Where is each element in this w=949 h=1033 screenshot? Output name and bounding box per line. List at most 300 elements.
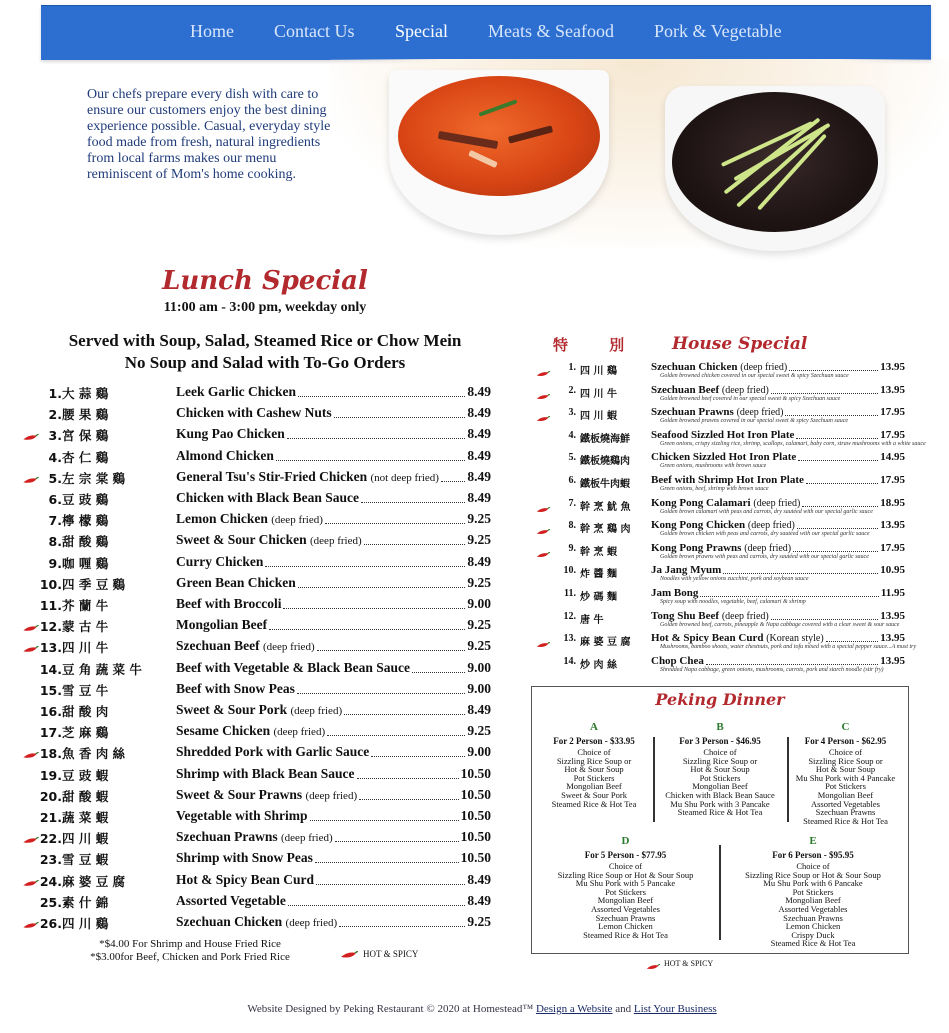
peking-dinner-title: Peking Dinner: [655, 690, 785, 709]
nav-home[interactable]: Home: [190, 21, 234, 41]
leader-dots: [789, 370, 878, 371]
lunch-item-name-text: Shredded Pork with Garlic Sauce: [176, 744, 370, 760]
lunch-item-price: 10.50: [460, 808, 491, 823]
leader-dots: [700, 596, 878, 597]
lunch-item-name-text: Szechuan Prawns: [176, 829, 278, 845]
lunch-item-chinese: [38, 617, 143, 635]
nav-contact-us[interactable]: Contact Us: [274, 21, 355, 41]
peking-set-line: Pot Stickers: [573, 772, 615, 783]
lunch-item-name: [176, 384, 296, 400]
lunch-item: [0, 532, 500, 550]
lunch-item-chinese-name: 宮 保 鷄: [62, 428, 109, 444]
leader-dots: [276, 460, 465, 461]
lunch-item-chinese-name: 雪 豆 蝦: [62, 852, 109, 868]
house-item-name: [651, 361, 787, 373]
nav-special[interactable]: Special: [395, 21, 448, 41]
lunch-item: [0, 638, 500, 656]
lunch-item-price: 9.25: [467, 617, 491, 633]
house-item-price: 17.95: [880, 428, 905, 441]
leader-dots: [288, 905, 466, 906]
peking-set-line: Sizzling Rice Soup or Hot & Sour Soup: [557, 869, 694, 880]
house-item-description: Green onions, crispy sizzling rice, shrimp, scallops, calamari, baby corn, straw mushrooms with a white sauce: [660, 440, 926, 447]
lunch-item-chinese: [38, 914, 143, 932]
peking-set-line: Sizzling Rice Soup or Hot & Sour Soup: [745, 869, 881, 880]
lunch-item-number: 10.: [39, 576, 62, 592]
lunch-item-note: (deep fried): [290, 705, 343, 717]
lunch-item-chinese-name: 甜 酸 鷄: [62, 534, 109, 550]
house-item-name: [651, 406, 783, 418]
peking-set-line: Steamed Rice & Hot Tea: [677, 807, 763, 818]
lunch-item-price: 8.49: [467, 447, 491, 463]
house-item-note: (deep fried): [747, 520, 795, 532]
lunch-item-price: 9.00: [467, 659, 491, 675]
leader-dots: [802, 506, 878, 507]
leader-dots: [771, 393, 878, 394]
lunch-special-title: Lunch Special: [162, 266, 368, 296]
lunch-item-chinese-name: 蒙 古 牛: [62, 619, 109, 635]
lunch-item-note: (deep fried): [273, 726, 326, 739]
lunch-item-name: [176, 596, 281, 612]
house-item-chinese-name: 四 川 蝦: [580, 411, 617, 423]
lunch-item: [0, 469, 500, 487]
peking-set-line: Choice of: [577, 747, 611, 757]
lunch-item-price: 8.49: [467, 405, 491, 421]
lunch-item-name-text: Mongolian Beef: [176, 617, 268, 633]
lunch-item: [0, 744, 500, 762]
lunch-item-chinese: [38, 511, 143, 529]
lunch-item-chinese: [38, 596, 143, 614]
nav-pork-vegetable[interactable]: Pork & Vegetable: [654, 21, 782, 41]
house-item-price: 13.95: [880, 519, 905, 532]
lunch-item-name: [176, 766, 355, 782]
lunch-item-chinese: [38, 893, 143, 911]
lunch-item-name-text: Szechuan Chicken: [176, 914, 283, 929]
house-item-price: 13.95: [880, 632, 905, 645]
lunch-item-name: [176, 405, 332, 421]
house-item-name-text: Szechuan Chicken: [651, 361, 738, 373]
spicy-soup-image: [398, 76, 600, 196]
lunch-item-price: 8.49: [467, 702, 491, 717]
lunch-item-note: (deep fried): [310, 535, 362, 548]
lunch-item-name: [176, 638, 315, 654]
fried-rice-note: [60, 938, 320, 964]
leader-dots: [785, 415, 878, 416]
lunch-item-name-text: Hot & Spicy Bean Curd: [176, 871, 315, 887]
lunch-item-number: 11.: [39, 598, 62, 613]
pepper-icon: [536, 523, 550, 541]
lunch-item-chinese: [38, 660, 143, 678]
peking-set-line: Szechuan Prawns: [783, 912, 843, 923]
pepper-icon: [536, 501, 550, 519]
lunch-item-chinese-name: 甜 酸 肉: [62, 704, 109, 719]
house-item-description: Green onions, beef, shrimp with brown sauce: [660, 486, 769, 492]
lunch-item-name: [176, 469, 439, 485]
peking-set-line: Choice of: [828, 747, 863, 757]
house-item-number: 1.: [568, 362, 576, 373]
lunch-item-name-text: Assorted Vegetable: [176, 892, 286, 908]
lunch-item-number: 26.: [39, 916, 62, 931]
house-item-number: 8.: [568, 520, 576, 532]
leader-dots: [826, 641, 879, 642]
lunch-item-name: [176, 511, 323, 527]
peking-set-line: Mongolian Beef: [817, 789, 874, 800]
peking-set-line: Mu Shu Pork with 5 Pancake: [575, 878, 676, 889]
lunch-item-name-text: Curry Chicken: [176, 553, 264, 569]
lunch-item-chinese: [38, 723, 143, 741]
house-special-item: [530, 565, 905, 587]
leader-dots: [335, 841, 459, 842]
house-item-name: [651, 587, 698, 599]
house-item-number: 10.: [563, 565, 576, 577]
house-item-name: [651, 429, 794, 441]
top-nav-bar: [41, 5, 931, 60]
house-item-chinese-name: 炒 肉 絲: [580, 659, 617, 671]
lunch-item-chinese: [38, 490, 143, 508]
lunch-item-name-text: Kung Pao Chicken: [176, 426, 285, 442]
peking-set-line: Szechuan Prawns: [815, 807, 876, 818]
peking-set-line: Choice of: [703, 747, 737, 757]
lunch-item-price: 8.49: [467, 426, 491, 442]
house-special-item: [530, 588, 905, 610]
house-item-description: Golden browned prawns covered in our special sweet & spicy Szechuan sauce: [660, 418, 849, 425]
peking-set-line: Steamed Rice & Hot Tea: [803, 815, 888, 826]
lunch-item-number: 14.: [39, 661, 62, 677]
lunch-item-note: (not deep fried): [370, 471, 439, 484]
lunch-item-number: 1.: [48, 386, 62, 401]
lunch-item-chinese-name: 大 蒜 鷄: [62, 386, 109, 401]
lunch-item-name: [176, 723, 325, 739]
lunch-served-with: Served with Soup, Salad, Steamed Rice or Chow Mein: [68, 331, 462, 350]
house-item-description: Golden browned chicken covered in our special sweet & spicy Szechuan sauce: [660, 373, 849, 379]
leader-dots: [334, 417, 466, 418]
lunch-item-name: [176, 914, 337, 930]
house-special-item: [530, 498, 905, 520]
house-item-number: 13.: [563, 633, 576, 645]
house-item-name: [651, 451, 796, 463]
pepper-icon: [340, 947, 358, 965]
lunch-item-chinese: [38, 808, 143, 826]
lunch-item-chinese-name: 麻 婆 豆 腐: [62, 873, 126, 889]
lunch-item: [0, 914, 500, 932]
house-item-chinese-name: 幹 烹 魷 魚: [580, 501, 631, 513]
lunch-item-chinese: [38, 702, 143, 720]
lunch-item-chinese: [38, 469, 143, 487]
house-item-description: Mushrooms, bamboo shoots, water chestnuts, pork and tofu mixed with a special pepper sauce...A must try: [660, 644, 917, 651]
intro-text: Our chefs prepare every dish with care to ensure our customers enjoy the best dining experience possible. Casual, everyday style food made from fresh, natural ingredients from local farms makes our menu reminiscent of Mom's home cooking.: [87, 87, 331, 182]
lunch-item: [0, 850, 500, 868]
house-item-name-text: Kong Pong Calamari: [651, 496, 751, 509]
house-special-item: [530, 656, 905, 678]
house-item-chinese-name: 鐵板燒鷄肉: [580, 456, 630, 468]
lunch-item-chinese-name: 甜 酸 蝦: [62, 788, 109, 804]
peking-set-line: Pot Stickers: [605, 886, 646, 897]
house-special-item: [530, 611, 905, 633]
lunch-item-chinese: [38, 384, 143, 402]
pepper-icon: [22, 473, 39, 489]
lunch-item-number: 15.: [39, 682, 62, 698]
house-item-name-text: Ja Jang Myum: [651, 564, 722, 577]
peking-set-line: Hot & Sour Soup: [690, 764, 750, 775]
lunch-item-name-text: Szechuan Beef: [176, 638, 260, 654]
peking-set-c: [788, 720, 903, 825]
leader-dots: [793, 551, 878, 552]
peking-set-line: Mongolian Beef: [785, 895, 841, 906]
house-item-chinese-name: 炸 醬 麵: [580, 569, 617, 581]
pepper-icon: [22, 621, 39, 637]
house-item-name: [651, 384, 769, 396]
peking-set-line: Hot & Sour Soup: [815, 764, 876, 775]
leader-dots: [310, 820, 459, 821]
lunch-item-name-text: Beef with Vegetable & Black Bean Sauce: [176, 659, 410, 675]
lunch-item-price: 10.50: [460, 786, 491, 802]
peking-set-line: Mongolian Beef: [597, 895, 654, 906]
peking-set-letter: D: [621, 835, 630, 847]
house-item-name-text: Tong Shu Beef: [651, 609, 720, 622]
house-item-name-text: Chop Chea: [651, 654, 704, 667]
house-item-price: 13.95: [880, 654, 905, 667]
house-item-description: Golden browned beef covered in our special sweet & spicy Szechuan sauce: [660, 395, 841, 402]
house-item-name-text: Kong Pong Prawns: [651, 541, 742, 554]
peking-set-letter: A: [590, 721, 598, 733]
lunch-item-price: 8.49: [467, 892, 491, 908]
peking-set-line: Crispy Duck: [791, 929, 835, 940]
house-item-description: Noodles with yellow onions zucchini, pork and soybean sauce: [660, 576, 809, 583]
lunch-item-chinese-name: 左 宗 棠 鷄: [62, 470, 126, 486]
lunch-item-price: 8.49: [467, 384, 491, 399]
lunch-item-name: [176, 448, 274, 464]
lunch-item-name: [176, 660, 410, 676]
lunch-item-number: 17.: [39, 725, 62, 741]
peking-set-letter: E: [809, 835, 817, 847]
lunch-item: [0, 723, 500, 741]
lunch-item-number: 8.: [48, 534, 62, 550]
pepper-icon: [22, 748, 39, 764]
lunch-item-chinese: [38, 575, 143, 593]
house-item-chinese-name: 四 川 鷄: [580, 366, 617, 377]
peking-set-line: Sizzling Rice Soup or: [556, 755, 632, 766]
house-item-price: 14.95: [880, 451, 905, 464]
lunch-item-chinese: [38, 532, 143, 550]
footer-text: Website Designed by Peking Restaurant © 2020 at Homestead™: [247, 1003, 534, 1015]
lunch-item-name-text: Sesame Chicken: [176, 723, 271, 739]
fried-rice-note-2: *$3.00for Beef, Chicken and Pork Fried Rice: [90, 951, 290, 963]
peking-set-line: Steamed Rice & Hot Tea: [770, 938, 856, 949]
hot-spicy-legend: HOT & SPICY: [363, 949, 419, 959]
peking-set-header: For 2 Person - $33.95: [553, 736, 635, 746]
lunch-item-note: (deep fried): [305, 789, 358, 802]
lunch-togo-note: No Soup and Salad with To-Go Orders: [124, 353, 406, 372]
house-item-price: 13.95: [880, 609, 905, 622]
lunch-item-number: 12.: [39, 619, 62, 635]
peking-set-line: Choice of: [608, 861, 643, 871]
house-item-number: 6.: [568, 475, 576, 486]
lunch-item-name-text: Beef with Broccoli: [176, 596, 282, 611]
house-item-name-text: Szechuan Beef: [651, 383, 720, 396]
lunch-item-chinese: [38, 744, 143, 762]
lunch-item-name-text: Sweet & Sour Prawns: [176, 786, 303, 802]
leader-dots: [371, 756, 465, 757]
lunch-item-price: 9.25: [467, 638, 491, 654]
lunch-item-chinese-name: 豆 角 蔬 菜 牛: [62, 661, 142, 677]
lunch-item-chinese-name: 四 季 豆 鷄: [62, 576, 126, 592]
lunch-item-name: [176, 617, 267, 633]
house-item-number: 14.: [563, 655, 576, 667]
house-item-number: 7.: [568, 497, 576, 509]
nav-meats-seafood[interactable]: Meats & Seafood: [488, 21, 614, 41]
lunch-item-chinese: [38, 766, 143, 784]
leader-dots: [361, 502, 465, 503]
hot-spicy-legend: HOT & SPICY: [664, 959, 714, 968]
house-item-name: [651, 519, 795, 531]
house-item-description: Golden brown chicken with peas and carrots, dry sautéed with our special garlic sauce: [660, 531, 870, 538]
lunch-item: [0, 660, 500, 678]
leader-dots: [797, 528, 878, 529]
peking-set-line: Chicken with Black Bean Sauce: [665, 789, 775, 800]
lunch-item-chinese-name: 芝 麻 鷄: [62, 725, 109, 741]
house-item-note: (deep fried): [744, 542, 792, 554]
peking-set-letter: C: [841, 721, 850, 733]
lunch-item: [0, 617, 500, 635]
lunch-item: [0, 511, 500, 529]
peking-set-line: Steamed Rice & Hot Tea: [583, 929, 668, 940]
house-special-item: [530, 632, 917, 655]
leader-dots: [298, 587, 466, 588]
house-special-item: [530, 543, 905, 565]
pepper-icon: [22, 430, 39, 446]
leader-dots: [287, 438, 466, 439]
lunch-item-chinese-name: 芥 蘭 牛: [62, 598, 109, 613]
house-item-chinese-name: 唐 牛: [580, 614, 604, 626]
lunch-item-chinese: [38, 405, 143, 423]
lunch-item-chinese: [38, 787, 143, 805]
house-item-name-text: Szechuan Prawns: [651, 406, 734, 419]
house-item-name-text: Seafood Sizzled Hot Iron Plate: [651, 428, 795, 441]
peking-set-line: Hot & Sour Soup: [564, 764, 624, 775]
lunch-item-chinese: [38, 554, 143, 572]
lunch-item-name-text: General Tsu's Stir-Fried Chicken: [176, 468, 368, 484]
lunch-hours: 11:00 am - 3:00 pm, weekday only: [163, 300, 367, 315]
house-special-item: [530, 385, 905, 407]
house-special-item: [530, 428, 926, 452]
peking-set-line: Sweet & Sour Pork: [561, 789, 627, 800]
pepper-icon: [22, 642, 39, 658]
house-item-number: 9.: [568, 542, 576, 554]
peking-set-line: Sizzling Rice Soup or: [682, 755, 758, 766]
lunch-item-number: 4.: [48, 449, 62, 465]
lunch-item-name-text: Shrimp with Black Bean Sauce: [176, 765, 355, 781]
peking-set-line: Assorted Vegetables: [810, 798, 880, 809]
pepper-icon: [22, 918, 39, 934]
house-special-item: [530, 362, 905, 384]
design-website-link[interactable]: Design a Website: [535, 1003, 613, 1015]
lunch-item-name-text: Green Bean Chicken: [176, 574, 296, 590]
pepper-icon: [536, 546, 550, 564]
peking-set-line: Mongolian Beef: [692, 781, 748, 792]
peking-set-line: Sizzling Rice Soup or: [808, 755, 883, 766]
column-divider: [719, 845, 721, 940]
leader-dots: [364, 544, 466, 545]
peking-set-header: For 3 Person - $46.95: [679, 736, 761, 746]
leader-dots: [339, 926, 465, 927]
lunch-item-name: [176, 850, 313, 866]
peking-set-header: For 6 Person - $95.95: [772, 850, 854, 860]
fried-rice-note-1: *$4.00 For Shrimp and House Fried Rice: [99, 938, 281, 950]
lunch-item-chinese-name: 素 什 錦: [62, 894, 109, 910]
lunch-item-note: (deep fried): [271, 514, 323, 527]
peking-set-b: [655, 720, 785, 817]
house-item-price: 18.95: [880, 496, 905, 509]
lunch-item-name: [176, 744, 369, 760]
peking-set-line: Steamed Rice & Hot Tea: [551, 798, 637, 809]
lunch-item-chinese-name: 雪 豆 牛: [62, 682, 109, 698]
house-item-description: Spicy soup with noodles, vegetable, beef, calamari & shrimp: [660, 599, 806, 605]
lunch-item-price: 9.00: [467, 744, 491, 760]
lunch-item-name: [176, 829, 333, 845]
leader-dots: [796, 438, 878, 439]
peking-set-line: Mu Shu Pork with 3 Pancake: [670, 798, 770, 809]
leader-dots: [344, 714, 465, 715]
house-item-number: 4.: [568, 429, 576, 441]
lunch-item-number: 7.: [48, 513, 62, 529]
lunch-item: [0, 766, 500, 784]
lunch-item-chinese-name: 豆 豉 蝦: [62, 767, 109, 783]
house-item-price: 10.95: [880, 564, 905, 577]
peking-set-d: [538, 834, 713, 939]
leader-dots: [359, 799, 459, 800]
peking-set-letter: B: [716, 721, 724, 733]
house-item-note: (deep fried): [721, 384, 769, 396]
peking-set-line: Mu Shu Pork with 4 Pancake: [795, 772, 896, 783]
lunch-item-name-text: Beef with Snow Peas: [176, 680, 295, 696]
lunch-item-number: 6.: [48, 492, 62, 507]
house-item-number: 3.: [568, 407, 576, 419]
leader-dots: [798, 460, 878, 461]
house-item-name: [651, 610, 769, 622]
lunch-item-price: 10.50: [460, 850, 491, 866]
house-item-name-text: Beef with Shrimp Hot Iron Plate: [651, 474, 804, 486]
house-item-number: 2.: [568, 384, 576, 396]
house-item-chinese-name: 幹 烹 蝦: [580, 546, 617, 558]
lunch-item-name: [176, 787, 357, 803]
leader-dots: [297, 693, 466, 694]
lunch-item: [0, 490, 500, 508]
lunch-item-chinese-name: 四 川 牛: [62, 640, 109, 656]
lunch-item-number: 24.: [39, 873, 62, 889]
leader-dots: [771, 619, 879, 620]
house-item-note: (deep fried): [721, 610, 769, 622]
lunch-item-price: 9.00: [467, 680, 491, 696]
house-item-price: 13.95: [880, 383, 905, 396]
lunch-item-price: 10.50: [460, 765, 491, 781]
lunch-item-price: 9.25: [467, 532, 491, 548]
lunch-item-chinese: [38, 638, 143, 656]
house-item-price: 13.95: [880, 361, 905, 373]
list-business-link[interactable]: List Your Business: [633, 1003, 717, 1015]
lunch-item-price: 9.25: [467, 723, 491, 739]
peking-set-line: Assorted Vegetables: [590, 903, 660, 914]
lunch-item: [0, 575, 500, 593]
house-item-name-text: Chicken Sizzled Hot Iron Plate: [651, 451, 797, 464]
lunch-item-name: [176, 426, 285, 442]
lunch-item-number: 22.: [39, 831, 62, 847]
lunch-item-price: 10.50: [460, 829, 491, 845]
peking-set-line: Mu Shu Pork with 6 Pancake: [763, 878, 863, 889]
house-item-chinese-name: 幹 烹 鷄 肉: [580, 524, 631, 536]
peking-set-line: Choice of: [796, 861, 830, 871]
pepper-icon: [22, 876, 39, 892]
lunch-item-chinese-name: 咖 喱 鷄: [62, 555, 109, 571]
leader-dots: [412, 672, 465, 673]
